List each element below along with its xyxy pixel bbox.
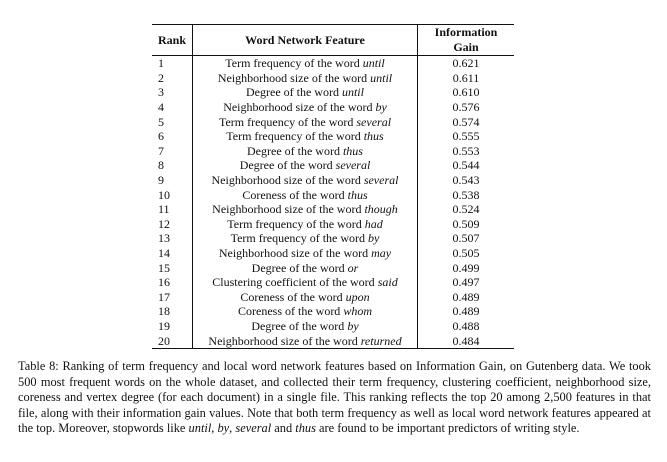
cell-gain: 0.497 [452,275,480,290]
cell-rank: 15 [158,260,170,275]
cell-gain: 0.610 [452,85,480,100]
table-row [152,333,514,348]
caption-sep: , [229,421,236,436]
feature-text: Term frequency of the word [225,56,360,71]
feature-word: by [347,318,359,333]
cell-gain: 0.489 [452,304,480,319]
table-header-row [152,25,514,56]
cell-feature [193,144,418,159]
feature-text: Term frequency of the word [227,216,362,231]
table-row [152,71,514,86]
cell-rank: 14 [158,246,170,261]
cell-rank: 9 [158,173,164,188]
cell-feature [193,202,418,217]
cell-feature [193,114,418,129]
feature-text: Neighborhood size of the word [208,333,358,348]
feature-word: until [341,85,364,100]
cell-rank: 17 [158,289,170,304]
information-gain-table [152,24,514,349]
cell-gain: 0.507 [452,231,480,246]
cell-rank: 19 [158,318,170,333]
cell-rank: 16 [158,275,170,290]
feature-text: Neighborhood size of the word [212,202,362,217]
feature-text: Degree of the word [251,318,345,333]
caption-word-by: by [217,421,230,436]
cell-feature [193,217,418,232]
table-row [152,158,514,173]
table-row [152,304,514,319]
feature-text: Neighborhood size of the word [211,173,361,188]
feature-word: several [356,114,392,129]
feature-word: several [335,158,371,173]
table-row [152,231,514,246]
cell-feature [193,100,418,115]
table-row [152,56,514,71]
table-caption [18,359,651,436]
cell-rank: 6 [158,129,164,144]
feature-text: Coreness of the word [238,304,341,319]
caption-text-end: are found to be important predictors of writing style. [315,421,580,436]
caption-sep: and [271,421,296,436]
table-row [152,319,514,334]
feature-word: until [370,70,393,85]
cell-gain: 0.553 [452,143,480,158]
cell-rank: 2 [158,70,164,85]
feature-text: Coreness of the word [242,187,345,202]
cell-rank: 12 [158,216,170,231]
cell-feature [193,158,418,173]
cell-gain: 0.576 [452,100,480,115]
feature-text: Term frequency of the word [218,114,354,129]
caption-word-thus: thus [295,421,316,436]
caption-sep: , [211,421,218,436]
table-row [152,129,514,144]
table-row [152,187,514,202]
table-row [152,114,514,129]
cell-gain: 0.544 [452,158,480,173]
cell-feature [193,275,418,290]
cell-rank: 13 [158,231,170,246]
table-body [152,56,514,349]
cell-feature [193,231,418,246]
feature-text: Coreness of the word [240,289,343,304]
header-rank: Rank [152,25,193,56]
table-row [152,290,514,305]
cell-feature [193,246,418,261]
feature-text: Neighborhood size of the word [217,70,368,85]
cell-rank: 7 [158,143,164,158]
feature-text: Degree of the word [251,260,345,275]
cell-rank: 8 [158,158,164,173]
cell-gain: 0.505 [452,246,480,261]
cell-gain: 0.574 [452,114,480,129]
caption-word-until: until [188,421,212,436]
feature-word: several [363,173,399,188]
table-row [152,260,514,275]
feature-word: by [375,100,387,115]
feature-word: by [368,231,380,246]
feature-word: upon [345,289,370,304]
feature-word: had [364,216,383,231]
feature-word: said [377,275,398,290]
cell-rank: 10 [158,187,170,202]
feature-text: Degree of the word [247,143,340,158]
cell-gain: 0.484 [418,333,515,348]
cell-rank: 11 [158,202,170,217]
feature-word: or [347,260,359,275]
cell-rank: 1 [158,56,164,71]
table-row [152,100,514,115]
cell-feature [193,333,418,348]
cell-rank: 20 [152,333,193,348]
cell-gain: 0.538 [452,187,480,202]
table-row [152,246,514,261]
feature-word: whom [343,304,372,319]
cell-feature [193,85,418,100]
cell-gain: 0.489 [452,289,480,304]
table-row [152,144,514,159]
table-row [152,217,514,232]
cell-gain: 0.555 [452,129,480,144]
feature-text: Clustering coefficient of the word [212,275,375,290]
caption-word-several: several [235,421,272,436]
caption-text: Table 8: Ranking of term frequency and local word network features based on Information Gain, on Gutenberg data. We took 500 most frequent words on the whole dataset, and collected their term frequency, clustering coefficient, neighborhood size, coreness and vertex degree (for each document) in a single file. This ranking reflects the top 20 among 2,500 features in that file, along with their information gain values. Note that both term frequency as well as local word network features appeared at the top. Moreover, stopwords like [18,359,651,436]
feature-word: until [362,56,385,71]
feature-text: Degree of the word [239,158,333,173]
cell-rank: 3 [158,85,164,100]
feature-word: returned [360,333,402,348]
cell-rank: 4 [158,100,164,115]
cell-feature [193,173,418,188]
table-row [152,85,514,100]
feature-text: Term frequency of the word [230,231,366,246]
cell-feature [193,56,418,71]
cell-gain: 0.543 [452,173,480,188]
table-row [152,173,514,188]
cell-rank: 18 [158,304,170,319]
cell-gain: 0.611 [452,70,480,85]
feature-text: Neighborhood size of the word [218,246,369,261]
cell-feature [193,290,418,305]
feature-word: thus [342,143,363,158]
cell-feature [193,260,418,275]
header-feature: Word Network Feature [193,25,418,56]
cell-gain: 0.524 [452,202,480,217]
feature-text: Degree of the word [246,85,339,100]
table-row [152,202,514,217]
feature-text: Term frequency of the word [226,129,361,144]
cell-gain: 0.621 [452,56,480,71]
cell-feature [193,319,418,334]
cell-rank: 5 [158,114,164,129]
feature-word: though [364,202,398,217]
cell-gain: 0.509 [452,216,480,231]
cell-gain: 0.488 [452,318,480,333]
table-row [152,275,514,290]
cell-feature [193,187,418,202]
cell-feature [193,71,418,86]
cell-feature [193,129,418,144]
table-container [152,24,514,349]
feature-word: thus [363,129,384,144]
feature-text: Neighborhood size of the word [223,100,373,115]
cell-gain: 0.499 [452,260,480,275]
feature-word: may [371,246,392,261]
header-gain: Information Gain [418,25,515,56]
cell-feature [193,304,418,319]
feature-word: thus [347,187,368,202]
